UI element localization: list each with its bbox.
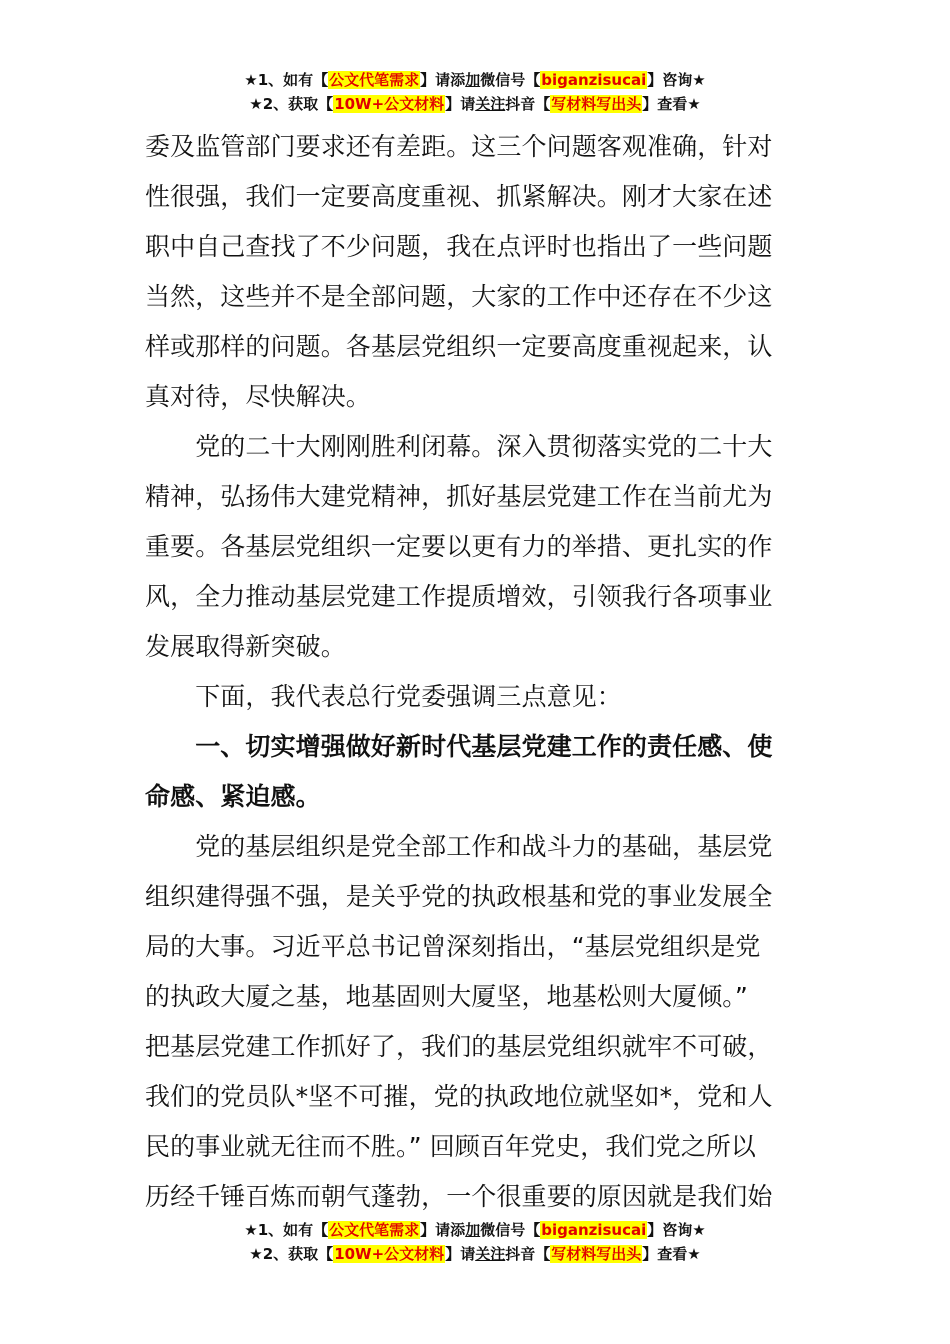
promo-highlight: 公文代笔需求 — [329, 71, 420, 89]
promo-text: 】查看★ — [642, 1245, 701, 1263]
body-line: 精神，弘扬伟大建党精神，抓好基层党建工作在当前尤为 — [145, 482, 773, 511]
promo-text: 】请添 — [420, 71, 466, 89]
promo-underline: 关注 — [475, 1245, 506, 1263]
promo-text: 】请添 — [420, 1221, 466, 1239]
promo-text: ★2、获取【 — [249, 95, 334, 113]
body-line: 党的二十大刚刚胜利闭幕。深入贯彻落实党的二十大 — [145, 432, 773, 461]
promo-highlight: biganzisucai — [541, 71, 647, 89]
body-line: 当然，这些并不是全部问题，大家的工作中还存在不少这 — [145, 282, 773, 311]
promo-text: 】咨询★ — [647, 71, 706, 89]
promo-underline: 加 — [465, 1221, 481, 1239]
promo-text: 抖音【 — [505, 95, 551, 113]
promo-text: 】查看★ — [642, 95, 701, 113]
promo-text: 微信号【 — [480, 71, 541, 89]
promo-text: ★1、如有【 — [244, 1221, 329, 1239]
section-heading: 一、切实增强做好新时代基层党建工作的责任感、使 — [145, 732, 773, 761]
body-line: 把基层党建工作抓好了，我们的基层党组织就牢不可破， — [145, 1032, 773, 1061]
promo-highlight: 写材料写出头 — [551, 95, 642, 113]
promo-highlight: 公文代笔需求 — [329, 1221, 420, 1239]
body-line: 性很强，我们一定要高度重视、抓紧解决。刚才大家在述 — [145, 182, 773, 211]
body-line: 下面，我代表总行党委强调三点意见： — [145, 682, 622, 711]
body-line: 历经千锤百炼而朝气蓬勃，一个很重要的原因就是我们始 — [145, 1182, 773, 1211]
promo-text: ★1、如有【 — [244, 71, 329, 89]
body-line: 党的基层组织是党全部工作和战斗力的基础，基层党 — [145, 832, 773, 861]
body-line: 局的大事。习近平总书记曾深刻指出，“基层党组织是党 — [145, 932, 761, 961]
body-line: 真对待，尽快解决。 — [145, 382, 371, 411]
body-line: 我们的党员队*坚不可摧，党的执政地位就坚如*，党和人 — [145, 1082, 773, 1111]
body-line: 风，全力推动基层党建工作提质增效，引领我行各项事业 — [145, 582, 773, 611]
body-line: 重要。各基层党组织一定要以更有力的举措、更扎实的作 — [145, 532, 773, 561]
promo-text: 】请 — [445, 95, 476, 113]
section-heading: 命感、紧迫感。 — [145, 782, 321, 811]
promo-line-2 — [0, 1242, 950, 1266]
promo-line-1 — [0, 68, 950, 92]
promo-line-1 — [0, 1218, 950, 1242]
promo-text: 】请 — [445, 1245, 476, 1263]
body-line: 发展取得新突破。 — [145, 632, 346, 661]
promo-text: 微信号【 — [480, 1221, 541, 1239]
promo-banner-top — [0, 68, 950, 116]
promo-text: ★2、获取【 — [249, 1245, 334, 1263]
promo-underline: 加 — [465, 71, 481, 89]
promo-underline: 关注 — [475, 95, 506, 113]
promo-line-2 — [0, 92, 950, 116]
body-line: 民的事业就无往而不胜。” 回顾百年党史，我们党之所以 — [145, 1132, 757, 1161]
body-line: 组织建得强不强，是关乎党的执政根基和党的事业发展全 — [145, 882, 773, 911]
body-line: 样或那样的问题。各基层党组织一定要高度重视起来，认 — [145, 332, 773, 361]
promo-highlight: 10W+公文材料 — [334, 1245, 445, 1263]
promo-text: 抖音【 — [505, 1245, 551, 1263]
document-body — [145, 122, 807, 1222]
body-line: 委及监管部门要求还有差距。这三个问题客观准确，针对 — [145, 132, 773, 161]
promo-highlight: 写材料写出头 — [551, 1245, 642, 1263]
body-line: 的执政大厦之基，地基固则大厦坚，地基松则大厦倾。” — [145, 982, 748, 1011]
promo-text: 】咨询★ — [647, 1221, 706, 1239]
body-line: 职中自己查找了不少问题，我在点评时也指出了一些问题 — [145, 232, 773, 261]
promo-banner-bottom — [0, 1218, 950, 1266]
promo-highlight: biganzisucai — [541, 1221, 647, 1239]
promo-highlight: 10W+公文材料 — [334, 95, 445, 113]
